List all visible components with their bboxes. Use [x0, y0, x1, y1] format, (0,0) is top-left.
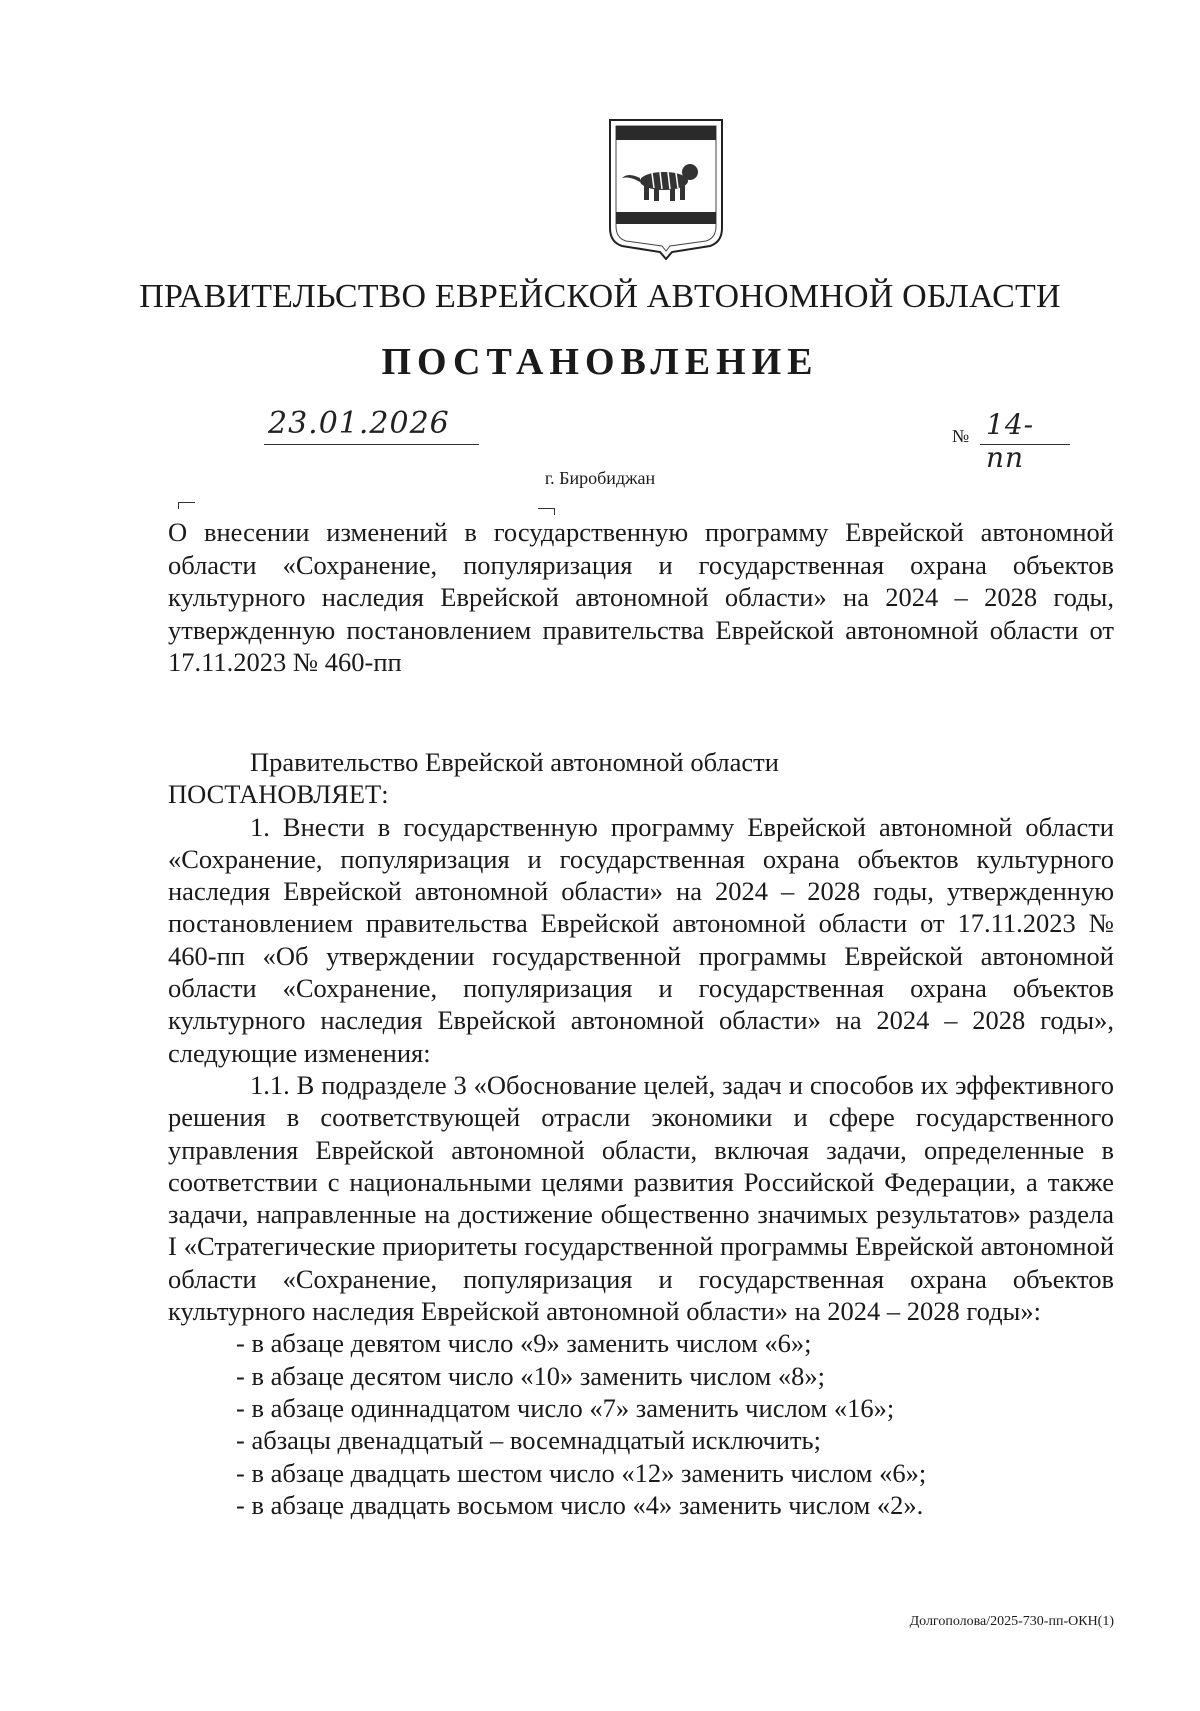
date-field [264, 406, 479, 445]
footer-reference: Долгополова/2025-730-пп-ОКН(1) [909, 1614, 1114, 1629]
organization-title: ПРАВИТЕЛЬСТВО ЕВРЕЙСКОЙ АВТОНОМНОЙ ОБЛАСТИ [139, 278, 1061, 315]
number-field [980, 408, 1070, 474]
change-item: - в абзаце двадцать восьмом число «4» заменить числом «2». [236, 1489, 924, 1520]
handwritten-number: 14-пп [986, 408, 1035, 474]
item-1-1: 1.1. В подразделе 3 «Обоснование целей, задач и способов их эффективного решения в соответствующей отрасли экономики и сфере государственного управления Еврейской автономной области, включая задачи, определенные в соответствии с национальными целями развития Российской Федерации, а также задачи, направленные на достижение общественно значимых результатов» раздела I «Стратегические приоритеты государственной программы Еврейской автономной области «Сохранение, популяризация и государственная охрана объектов культурного наследия Еврейской автономной области» на 2024 – 2028 годы»: [168, 1069, 1114, 1327]
resolves-heading: ПОСТАНОВЛЯЕТ: [168, 779, 389, 810]
number-label: № [952, 426, 970, 446]
change-item: - в абзаце десятом число «10» заменить числом «8»; [236, 1360, 826, 1391]
change-item: - абзацы двенадцатый – восемнадцатый исключить; [236, 1425, 821, 1456]
document-type-title: ПОСТАНОВЛЕНИЕ [381, 341, 819, 383]
subject-corner-left [178, 502, 195, 509]
document-subject: О внесении изменений в государственную программу Еврейской автономной области «Сохранение, популяризация и государственная охрана объектов культурного наследия Еврейской автономной области» на 2024 – 2028 годы, утвержденную постановлением правительства Еврейской автономной области от 17.11.2023 № 460-пп [168, 517, 1114, 677]
change-item: - в абзаце девятом число «9» заменить числом «6»; [236, 1328, 812, 1359]
change-item: - в абзаце одиннадцатом число «7» заменить числом «16»; [236, 1392, 895, 1423]
item-1: 1. Внести в государственную программу Еврейской автономной области «Сохранение, популяризация и государственная охрана объектов культурного наследия Еврейской автономной области» на 2024 – 2028 годы, утвержденную постановлением правительства Еврейской автономной области от 17.11.2023 № 460-пп «Об утверждении государственной программы Еврейской автономной области «Сохранение, популяризация и государственная охрана объектов культурного наследия Еврейской автономной области» на 2024 – 2028 годы», следующие изменения: [168, 811, 1114, 1068]
city-label: г. Биробиджан [544, 468, 656, 488]
coat-of-arms-icon [606, 118, 726, 260]
handwritten-date: 23.01.2026 [268, 406, 450, 441]
change-item: - в абзаце двадцать шестом число «12» заменить числом «6»; [236, 1457, 927, 1488]
document-body [168, 746, 1114, 1521]
subject-corner-right [538, 508, 555, 515]
preamble: Правительство Еврейской автономной области [250, 747, 779, 777]
